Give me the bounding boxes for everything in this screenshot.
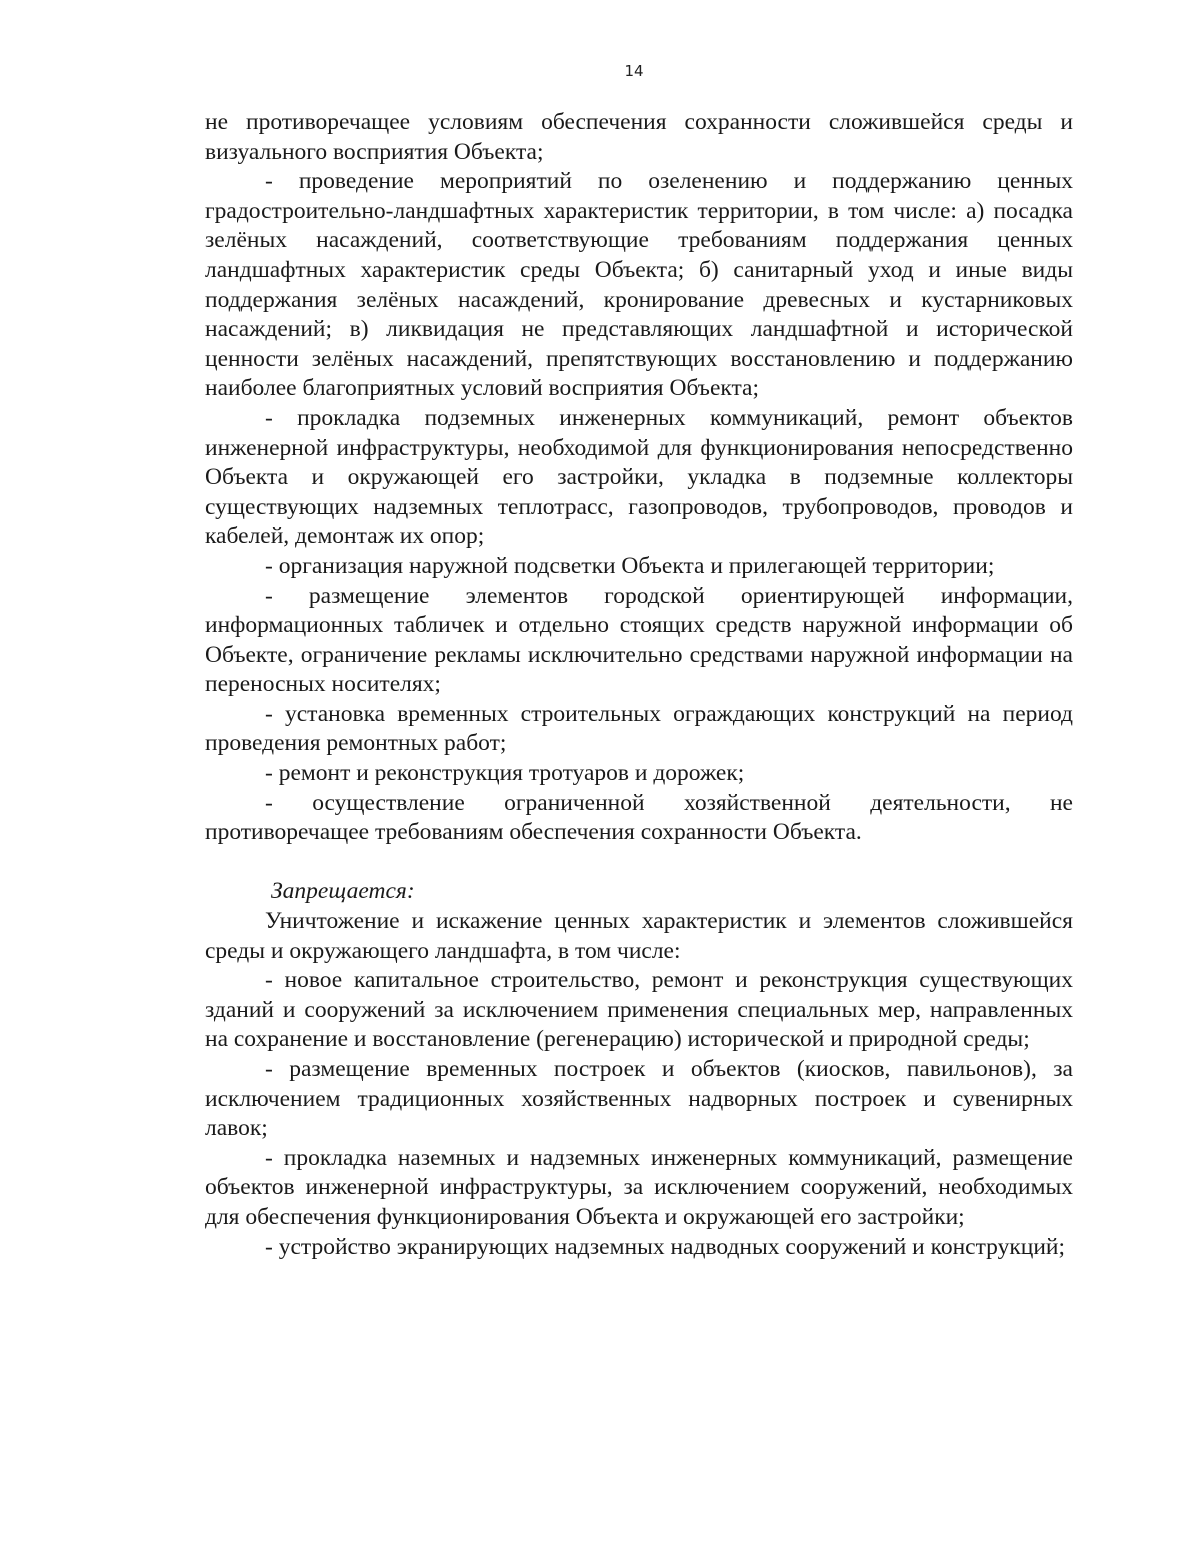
list-item: - ремонт и реконструкция тротуаров и дорожек;	[265, 760, 745, 787]
paragraph: Уничтожение и искажение ценных характеристик и элементов сложившейся среды и окружающего ландшафта, в том числе:	[205, 908, 1073, 964]
document-body	[205, 108, 1073, 1262]
prohibited-section	[205, 877, 1073, 1262]
paragraph: не противоречащее условиям обеспечения сохранности сложившейся среды и визуального восприятия Объекта;	[205, 109, 1073, 165]
list-item: - размещение элементов городской ориентирующей информации, информационных табличек и отдельно стоящих средств наружной информации об Объекте, ограничение рекламы исключительно средствами наружной информации на переносных носителях;	[205, 582, 1073, 698]
allowed-list	[205, 108, 1073, 848]
list-item: - прокладка наземных и надземных инженерных коммуникаций, размещение объектов инженерной инфраструктуры, за исключением сооружений, необходимых для обеспечения функционирования Объекта и окружающей его застройки;	[205, 1144, 1073, 1230]
list-item: - размещение временных построек и объектов (киосков, павильонов), за исключением традиционных хозяйственных надворных построек и сувенирных лавок;	[205, 1056, 1073, 1142]
page-number: 14	[624, 62, 644, 80]
list-item: - новое капитальное строительство, ремонт и реконструкция существующих зданий и сооружений за исключением применения специальных мер, направленных на сохранение и восстановление (регенерацию) исторической и природной среды;	[205, 967, 1073, 1053]
list-item: - проведение мероприятий по озеленению и поддержанию ценных градостроительно-ландшафтных характеристик территории, в том числе: а) посадка зелёных насаждений, соответствующие требованиям поддержания ценных ландшафтных характеристик среды Объекта; б) санитарный уход и иные виды поддержания зелёных насаждений, кронирование древесных и кустарниковых насаждений; в) ликвидация не представляющих ландшафтной и исторической ценности зелёных насаждений, препятствующих восстановлению и поддержанию наиболее благоприятных условий восприятия Объекта;	[205, 168, 1073, 402]
list-item: - осуществление ограниченной хозяйственной деятельности, не противоречащее требованиям обеспечения сохранности Объекта.	[205, 789, 1073, 846]
list-item: - прокладка подземных инженерных коммуникаций, ремонт объектов инженерной инфраструктуры, необходимой для функционирования непосредственно Объекта и окружающей его застройки, укладка в подземные коллекторы существующих надземных теплотрасс, газопроводов, трубопроводов, проводов и кабелей, демонтаж их опор;	[205, 404, 1073, 550]
section-heading: Запрещается:	[271, 878, 415, 905]
list-item: - устройство экранирующих надземных надводных сооружений и конструкций;	[265, 1233, 1066, 1260]
list-item: - организация наружной подсветки Объекта и прилегающей территории;	[265, 552, 995, 579]
list-item: - установка временных строительных ограждающих конструкций на период проведения ремонтных работ;	[205, 700, 1073, 757]
